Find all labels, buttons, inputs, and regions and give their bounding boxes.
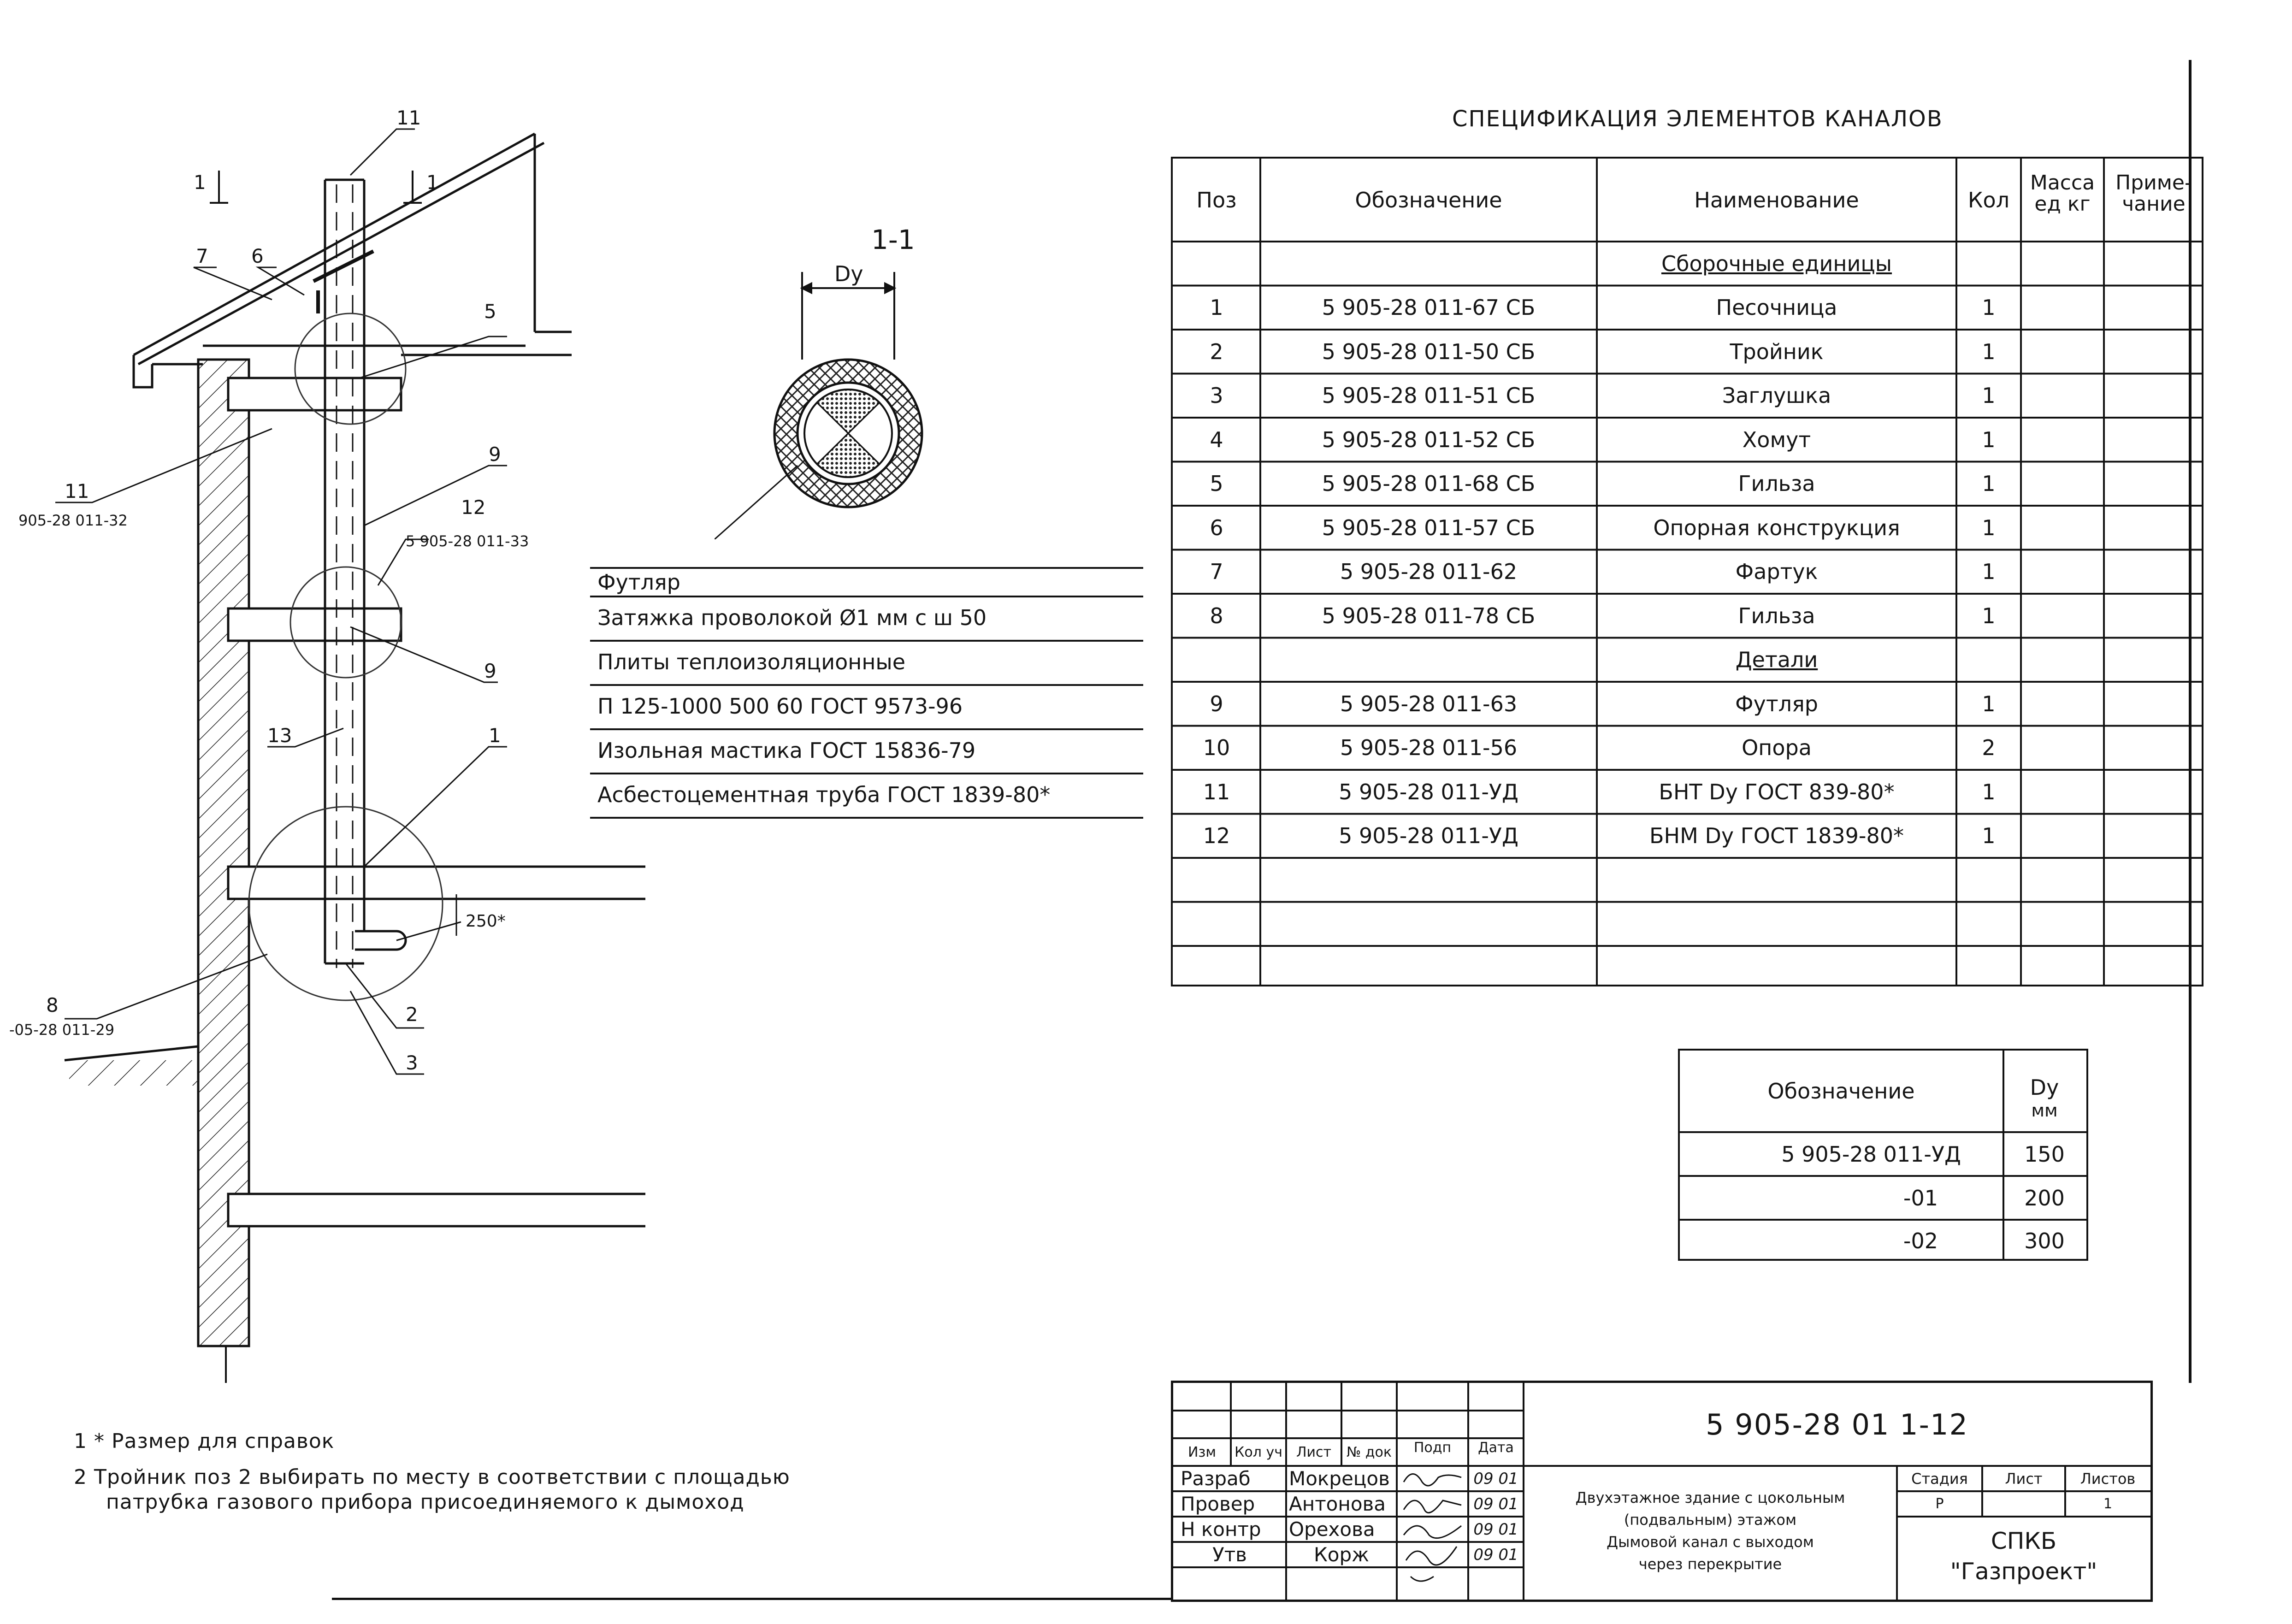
layer-item: Футляр bbox=[597, 570, 680, 595]
spec-cell-qty: 1 bbox=[1982, 691, 1996, 716]
spec-cell-pos: 5 bbox=[1210, 471, 1223, 496]
signatures bbox=[1397, 1466, 1468, 1600]
dy-row-value: 300 bbox=[2024, 1228, 2065, 1253]
spec-cell-qty: 1 bbox=[1982, 383, 1996, 408]
spec-cell-qty: 1 bbox=[1982, 559, 1996, 585]
spec-cell-pos: 7 bbox=[1210, 559, 1223, 585]
callout-6: 6 bbox=[251, 245, 264, 267]
spec-header-pos: Поз bbox=[1196, 188, 1237, 213]
spec-cell-name: Тройник bbox=[1730, 339, 1824, 364]
callout-11-top: 11 bbox=[396, 106, 421, 129]
spec-cell-designation: 5 905-28 011-56 bbox=[1340, 735, 1518, 761]
notes bbox=[74, 1429, 996, 1515]
spec-cell-name: Хомут bbox=[1742, 427, 1811, 452]
spec-cell-qty: 1 bbox=[1982, 779, 1996, 804]
spec-cell-qty: 1 bbox=[1982, 427, 1996, 452]
spec-header-name: Наименование bbox=[1694, 188, 1859, 213]
tb-col-izm: Изм bbox=[1187, 1444, 1217, 1460]
spec-cell-designation: 5 905-28 011-57 СБ bbox=[1322, 515, 1536, 540]
leader-lines bbox=[55, 129, 507, 1074]
note-2: 2 Тройник поз 2 выбирать по месту в соответствии с площадью bbox=[74, 1465, 790, 1489]
floor-slabs bbox=[228, 355, 645, 1226]
ref-11: 905-28 011-32 bbox=[18, 512, 128, 529]
dy-table bbox=[1678, 1049, 2088, 1261]
layer-item: Затяжка проволокой Ø1 мм с ш 50 bbox=[597, 605, 987, 630]
tb-date: 09 01 bbox=[1473, 1545, 1518, 1564]
tb-name: Орехова bbox=[1289, 1518, 1375, 1541]
spec-cell-qty: 1 bbox=[1982, 603, 1996, 628]
tb-role: Разраб bbox=[1181, 1467, 1251, 1490]
callout-7: 7 bbox=[196, 245, 208, 267]
spec-cell-qty: 1 bbox=[1982, 515, 1996, 540]
note-1: 1 * Размер для справок bbox=[74, 1429, 335, 1453]
callout-3: 3 bbox=[406, 1051, 418, 1074]
tb-sheet-label: Лист bbox=[2005, 1470, 2043, 1488]
spec-cell-designation: 5 905-28 011-УД bbox=[1339, 779, 1518, 804]
callout-9-b: 9 bbox=[484, 660, 496, 682]
spec-cell-pos: 8 bbox=[1210, 603, 1223, 628]
tb-organization: СПКБ "Газпроект" bbox=[1950, 1528, 2097, 1585]
dy-row-designation: 5 905-28 011-УД bbox=[1781, 1142, 1961, 1167]
dy-header-dy: Dy мм bbox=[2030, 1075, 2059, 1121]
callout-13: 13 bbox=[267, 724, 292, 747]
spec-cell-pos: 12 bbox=[1203, 823, 1230, 849]
tb-col-date: Дата bbox=[1478, 1439, 1514, 1456]
callout-12: 12 bbox=[461, 496, 486, 519]
layer-list bbox=[590, 567, 1143, 811]
section-label: 1-1 bbox=[871, 224, 915, 255]
spec-cell-pos: 9 bbox=[1210, 691, 1223, 716]
dy-row-value: 200 bbox=[2024, 1186, 2065, 1211]
tb-date: 09 01 bbox=[1473, 1469, 1518, 1488]
spec-cell-designation: 5 905-28 011-68 СБ bbox=[1322, 471, 1536, 496]
callout-1: 1 bbox=[489, 724, 501, 747]
dy-row-designation: -02 bbox=[1903, 1228, 1938, 1253]
dim-250: 250* bbox=[466, 912, 506, 931]
title-block bbox=[1171, 1381, 2153, 1602]
tb-stage-label: Стадия bbox=[1911, 1470, 1968, 1488]
layer-item: Изольная мастика ГОСТ 15836-79 bbox=[597, 738, 976, 763]
tb-col-list: Лист bbox=[1296, 1444, 1332, 1460]
spec-cell-designation: 5 905-28 011-52 СБ bbox=[1322, 427, 1536, 452]
spec-cell-qty: 1 bbox=[1982, 823, 1996, 849]
spec-cell-pos: 4 bbox=[1210, 427, 1223, 452]
spec-cell-name: Заглушка bbox=[1722, 383, 1831, 408]
spec-header-mass: Масса ед кг bbox=[2030, 171, 2095, 216]
tb-name: Мокрецов bbox=[1289, 1467, 1390, 1490]
section-1-1 bbox=[715, 207, 991, 539]
spec-cell-designation: 5 905-28 011-63 bbox=[1340, 691, 1518, 716]
building-section-drawing bbox=[0, 0, 645, 1624]
cut-mark-left: 1 bbox=[194, 171, 206, 194]
spec-cell-name: Опорная конструкция bbox=[1653, 515, 1900, 540]
layer-item: Асбестоцементная труба ГОСТ 1839-80* bbox=[597, 782, 1051, 807]
drawing-code: 5 905-28 01 1-12 bbox=[1706, 1407, 1968, 1441]
note-2-cont: патрубка газового прибора присоединяемого к дымоход bbox=[106, 1490, 744, 1514]
bottom-rule bbox=[332, 1598, 1171, 1600]
callout-5: 5 bbox=[484, 300, 496, 323]
callout-8: 8 bbox=[46, 994, 59, 1016]
spec-title: СПЕЦИФИКАЦИЯ ЭЛЕМЕНТОВ КАНАЛОВ bbox=[1452, 106, 1943, 132]
section-dim: Dy bbox=[834, 261, 863, 286]
tb-name: Корж bbox=[1313, 1543, 1369, 1566]
spec-table bbox=[1171, 157, 2203, 986]
tb-sheets-value: 1 bbox=[2103, 1496, 2113, 1512]
callout-11-left: 11 bbox=[65, 480, 89, 502]
tb-col-podp: Подп bbox=[1413, 1439, 1452, 1456]
frame-right-border bbox=[2189, 60, 2192, 1383]
tb-name: Антонова bbox=[1289, 1493, 1386, 1515]
dy-row-designation: -01 bbox=[1903, 1186, 1938, 1211]
spec-cell-name: Опора bbox=[1742, 735, 1812, 761]
spec-cell-pos: 11 bbox=[1203, 779, 1230, 804]
spec-cell-qty: 1 bbox=[1982, 295, 1996, 320]
dy-header-designation: Обозначение bbox=[1767, 1078, 1915, 1104]
spec-cell-designation: 5 905-28 011-УД bbox=[1339, 823, 1518, 849]
spec-cell-designation: 5 905-28 011-62 bbox=[1340, 559, 1518, 585]
spec-cell-name: Сборочные единицы bbox=[1661, 251, 1892, 276]
spec-cell-name: БНМ Dy ГОСТ 1839-80* bbox=[1649, 823, 1904, 849]
tb-role: Н контр bbox=[1181, 1518, 1261, 1541]
ref-8: -05-28 011-29 bbox=[9, 1021, 115, 1039]
spec-cell-pos: 6 bbox=[1210, 515, 1223, 540]
layer-item: П 125-1000 500 60 ГОСТ 9573-96 bbox=[597, 694, 963, 719]
spec-cell-name: Песочница bbox=[1716, 295, 1837, 320]
spec-cell-pos: 10 bbox=[1203, 735, 1230, 761]
spec-cell-pos: 3 bbox=[1210, 383, 1223, 408]
spec-cell-name: Футляр bbox=[1735, 691, 1818, 716]
dy-row-value: 150 bbox=[2024, 1142, 2065, 1167]
tb-col-koluch: Кол уч bbox=[1235, 1444, 1282, 1460]
cut-mark-right: 1 bbox=[426, 171, 439, 194]
ref-12: 5 905-28 011-33 bbox=[406, 532, 529, 550]
spec-cell-name: Гильза bbox=[1738, 471, 1815, 496]
spec-cell-designation: 5 905-28 011-51 СБ bbox=[1322, 383, 1536, 408]
ground bbox=[65, 1046, 198, 1086]
chimney-pipe bbox=[325, 180, 406, 968]
tb-description: Двухэтажное здание с цокольным (подвальным) этажом Дымовой канал с выходом через перекрытие bbox=[1575, 1489, 1845, 1573]
tb-role: Провер bbox=[1181, 1493, 1255, 1515]
spec-cell-name: БНТ Dy ГОСТ 839-80* bbox=[1659, 779, 1895, 804]
spec-cell-qty: 1 bbox=[1982, 471, 1996, 496]
tb-sheets-label: Листов bbox=[2080, 1470, 2136, 1488]
spec-cell-qty: 1 bbox=[1982, 339, 1996, 364]
spec-cell-name: Фартук bbox=[1735, 559, 1818, 585]
spec-cell-designation: 5 905-28 011-78 СБ bbox=[1322, 603, 1536, 628]
tb-date: 09 01 bbox=[1473, 1520, 1518, 1539]
tb-date: 09 01 bbox=[1473, 1494, 1518, 1513]
callout-9-a: 9 bbox=[489, 443, 501, 466]
spec-header-note: Приме- чание bbox=[2115, 171, 2192, 216]
spec-header-designation: Обозначение bbox=[1355, 188, 1502, 213]
cut-marks bbox=[210, 171, 422, 203]
spec-cell-name: Детали bbox=[1735, 647, 1818, 673]
spec-cell-designation: 5 905-28 011-67 СБ bbox=[1322, 295, 1536, 320]
spec-cell-name: Гильза bbox=[1738, 603, 1815, 628]
layer-item: Плиты теплоизоляционные bbox=[597, 650, 906, 674]
spec-header-qty: Кол bbox=[1967, 188, 2010, 213]
tb-stage-value: Р bbox=[1935, 1496, 1944, 1512]
tb-role: Утв bbox=[1212, 1543, 1247, 1566]
spec-cell-designation: 5 905-28 011-50 СБ bbox=[1322, 339, 1536, 364]
spec-cell-pos: 1 bbox=[1210, 295, 1223, 320]
spec-cell-qty: 2 bbox=[1982, 735, 1996, 761]
callout-2: 2 bbox=[406, 1003, 418, 1026]
spec-cell-pos: 2 bbox=[1210, 339, 1223, 364]
tb-col-doc: № док bbox=[1347, 1444, 1392, 1460]
